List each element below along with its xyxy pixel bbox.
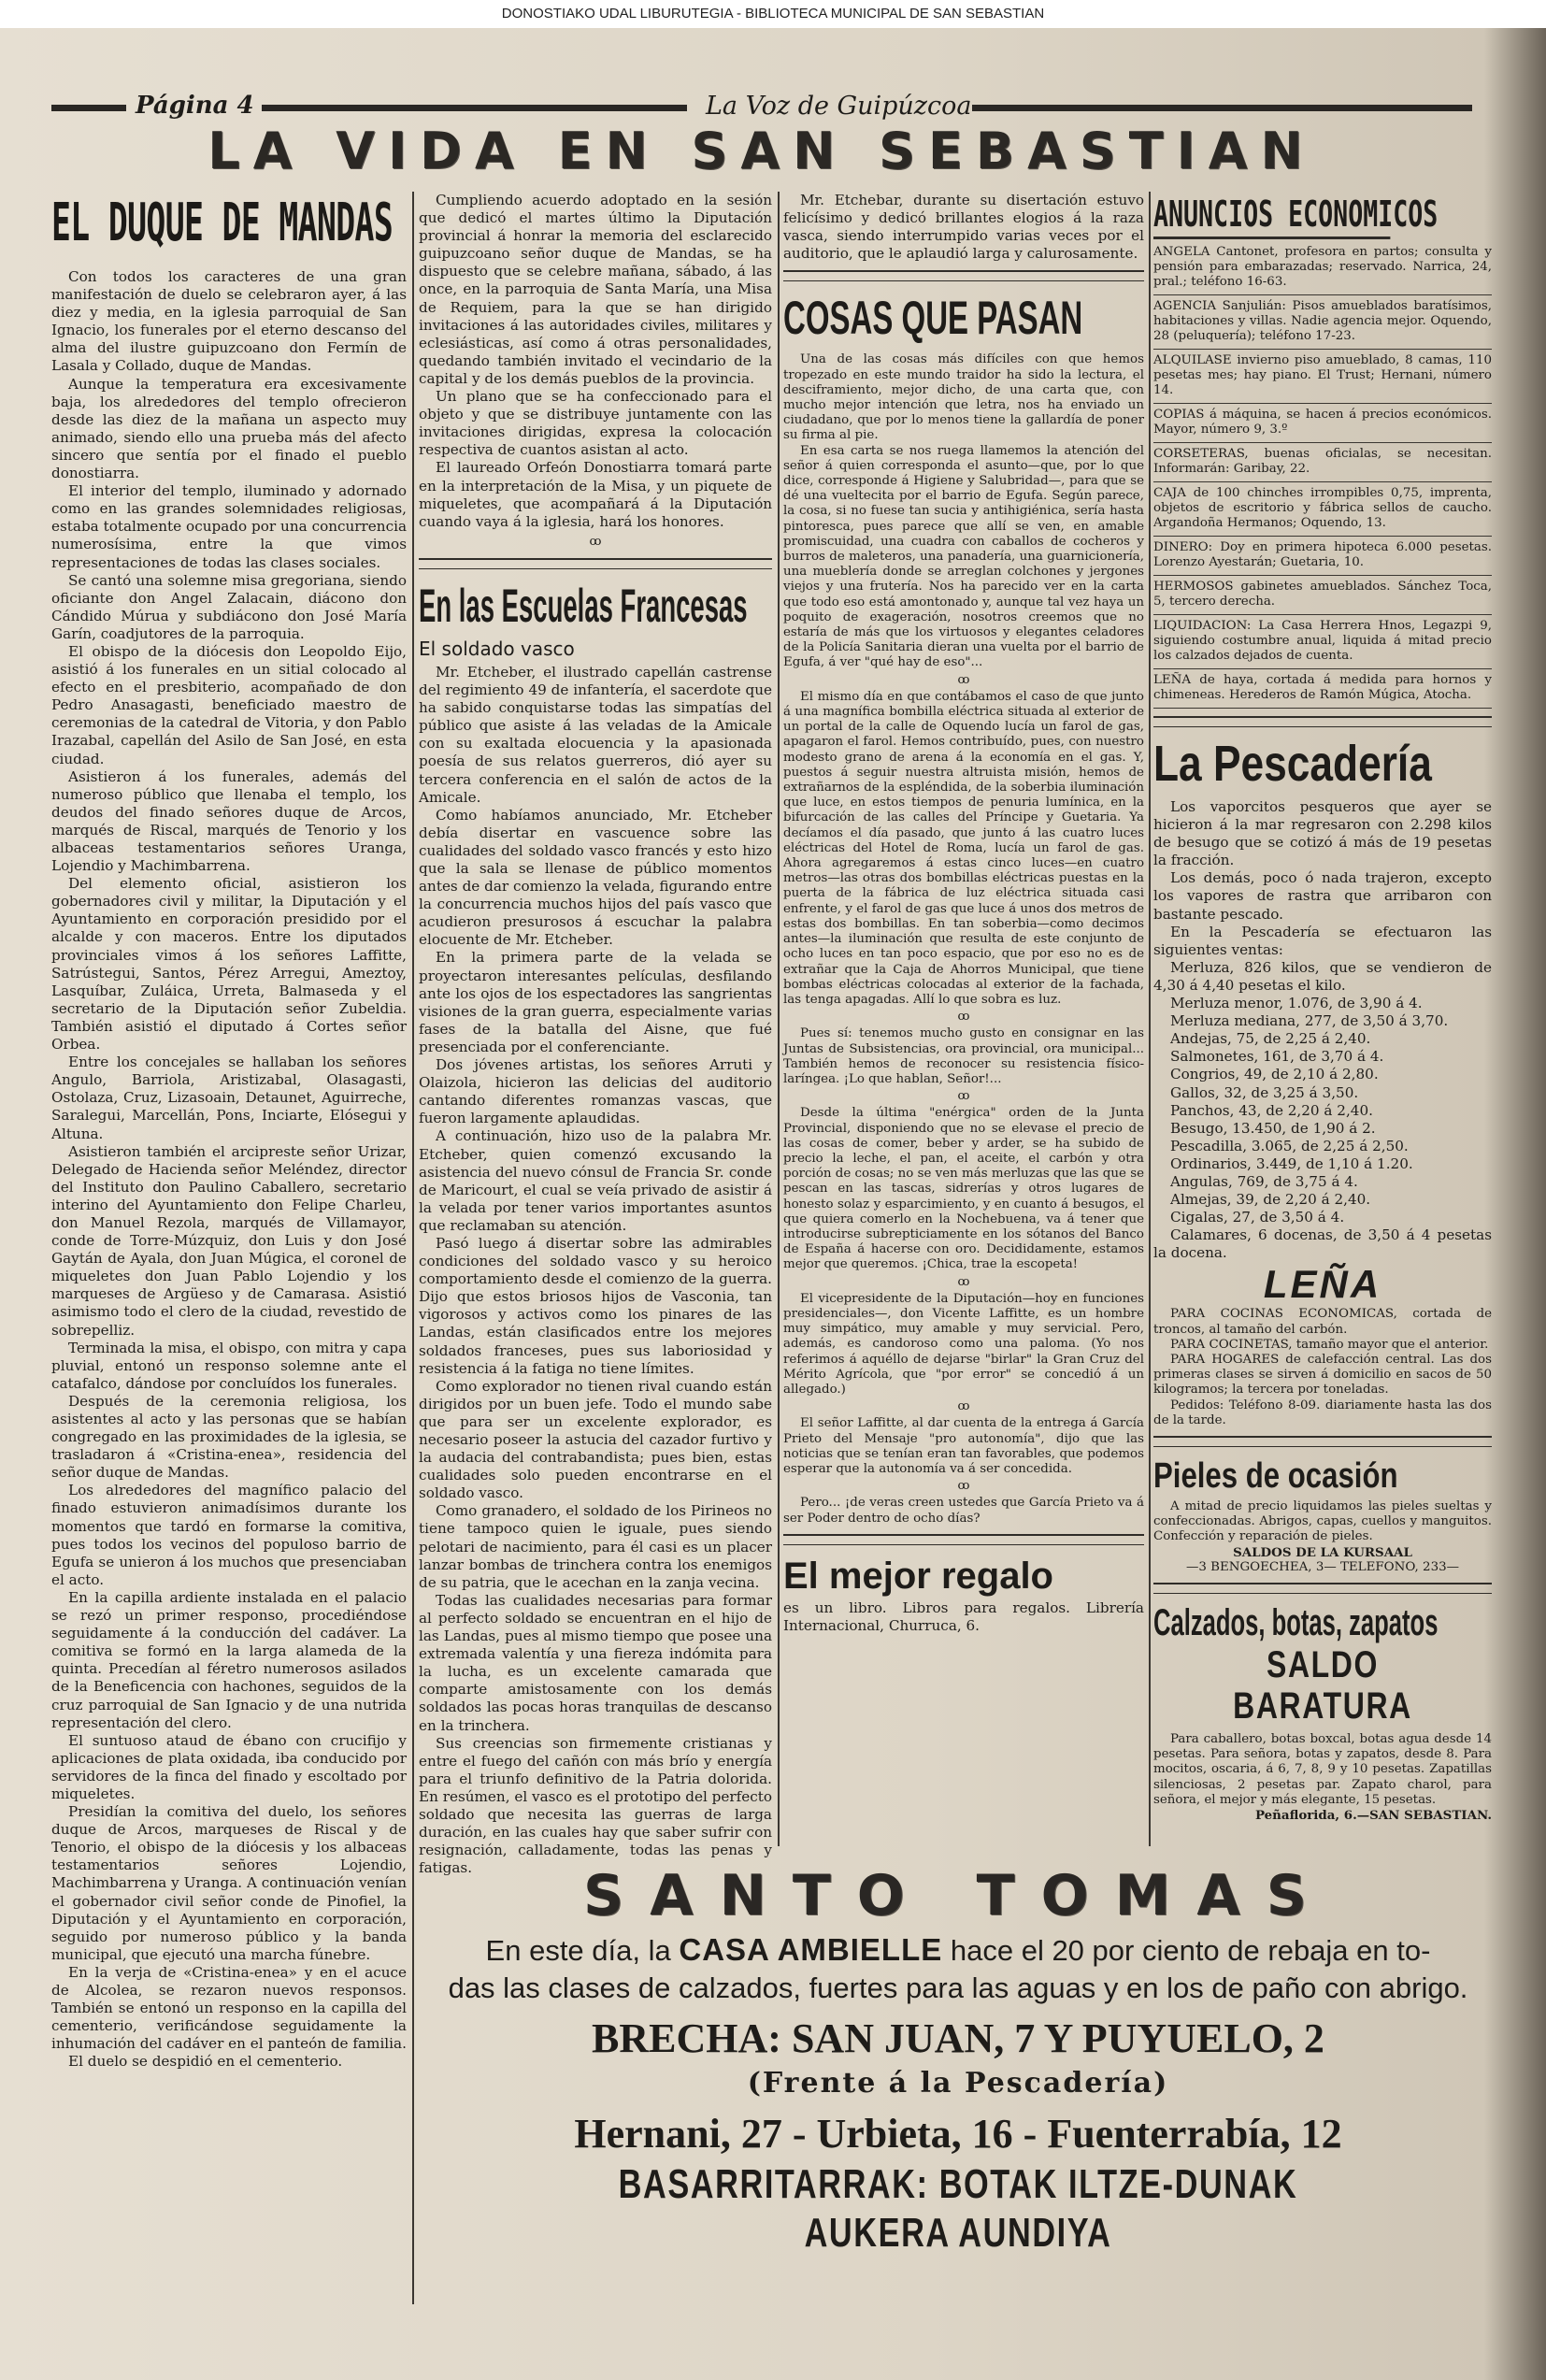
pieles-saldos: SALDOS DE LA KURSAAL [1233,1544,1412,1560]
lena-line: PARA COCINETAS, tamaño mayor que el anterior. [1170,1337,1489,1352]
fish-sale-item: Merluza, 826 kilos, que se vendieron de 4,30 á 4,40 pesetas el kilo. [1153,958,1492,994]
pescaderia-p2: Los demás, poco ó nada trajeron, excepto los vapores de rastra que arribaron con bastante pescado. [1153,869,1492,923]
running-head-rule-left [51,105,126,111]
paragraph: En la verja de «Cristina-enea» y en el acuce de Alcolea, se rezaron nuevos responsos. También se entonó un responso en la capilla del cementerio, verificándose seguidamente la inhumación del cadáver en el panteón de familia. [51,1963,407,2053]
mejor-regalo-title: El mejor regalo [783,1555,1053,1597]
brand-casa-ambielle: CASA AMBIELLE [679,1932,943,1967]
ornament-divider: ꝏ [957,1274,970,1289]
lena-ad-text [1153,1307,1492,1428]
santo-tomas-line1 [425,1931,1491,1970]
paragraph: El mismo día en que contábamos el caso de que junto á una magnífica bombilla eléctrica situada al exterior de un portal de la calle de Oquendo lucía un farol de gas, apagaron el farol. Hemos contribuído, pues, con nuestro modesto grano de arena á la economía en el gas. Y, puestos á seguir nuestra altruista misión, hemos de extrañarnos de la espléndida, de la soberbia iluminación que luce, en estos tiempos de penuria lumínica, en la bifurcación de las calles del Príncipe y Guetaria. Ya decíamos el día pasado, que junto á las cuatro luces eléctricas del Hotel de Roma, lucía un farol de gas. Ahora agregaremos á estas cinco luces—en cuatro metros—las otras dos bombillas eléctricas puestas en la puerta de la fábrica de luz eléctrica situada casi enfrente, y el farol de gas que luce á unos dos metros de estas dos bombillas. En tan soberbia—como decimos antes—la iluminación que resulta de este conjunto de ocho luces en tan poco espacio, que por eso no es de extrañar que la Caja de Ahorros Municipal, que tiene bombas eléctricas colocadas al exterior de la fachada, las tenga apagadas. Allí lo que sobra es luz. [783,689,1144,1007]
section-separator [419,558,772,569]
running-head [51,92,1472,123]
lena-line: PARA COCINAS ECONOMICAS, cortada de troncos, al tamaño del carbón. [1153,1307,1492,1337]
paragraph: Pero... ¡de veras creen ustedes que García Prieto va á ser Poder dentro de ocho días? [783,1496,1144,1526]
classified-ad: CAJA de 100 chinches irrompibles 0,75, imprenta, objetos de escritorio y fábrica sellos de caucho. Argandoña Hermanos; Oquendo, 13. [1153,482,1492,537]
classified-ad: LEÑA de haya, cortada á medida para hornos y chimeneas. Herederos de Ramón Múgica, Atocha. [1153,669,1492,709]
ornament-divider: ꝏ [957,1010,970,1025]
fish-sale-item: Cigalas, 27, de 3,50 á 4. [1170,1209,1345,1226]
paragraph: Como habíamos anunciado, Mr. Etcheber debía disertar en vascuence sobre las cualidades del soldado vasco francés y esto hizo que la sala se llenase de público momentos antes de dar comienzo la velada, figurando entre la concurrencia muchos hijos del país vasco que acudieron presurosos á escuchar la palabra elocuente de Mr. Etcheber. [419,806,772,949]
classified-ad: ANGELA Cantonet, profesora en partos; consulta y pensión para embarazadas; reservado. Narrica, 24, pral.; teléfono 16-63. [1153,241,1492,295]
saldo-baratura-title: SALDO BARATURA [1233,1644,1412,1728]
fish-sale-item: Merluza menor, 1.076, de 3,90 á 4. [1170,995,1423,1012]
section-separator [1153,716,1492,727]
section-separator [783,1534,1144,1545]
paragraph: Dos jóvenes artistas, los señores Arruti y Olaizola, hicieron las delicias del auditorio cantando diferentes romanzas vascas, que fueron largamente aplaudidas. [419,1056,772,1127]
paragraph: El laureado Orfeón Donostiarra tomará parte en la interpretación de la Misa, y un piquete de miqueletes, que acompañará á la Diputación cuando vaya á la iglesia, hará los honores. [419,459,772,530]
column-rule-3 [1149,192,1151,1846]
santo-tomas-title: SANTO TOMAS [583,1863,1333,1928]
address-brecha: BRECHA: SAN JUAN, 7 Y PUYUELO, 2 [592,2015,1324,2061]
column-duque-de-mandas [51,192,407,2309]
fish-sale-item: Panchos, 43, de 2,20 á 2,40. [1170,1101,1373,1119]
ornament-divider: ꝏ [589,534,602,549]
paragraph: En esa carta se nos ruega llamemos la atención del señor á quien corresponda el asunto—que, por lo que dice, corresponde á Higiene y Salubridad—, para que se dé una vueltecita por el barrio de Egufa. Según parece, la cosa, si no fuese tan sucia y antihigiénica, sería hasta pintoresca, pues parece que allí se ven, en amable promiscuidad, una cuadra con caballos de cocheros y burros de maleteros, una panadería, una guarnicionería, una mueblería donde se arreglan colchones y jergones viejos y una frutería. Nos ha parecido ver en la carta que todo eso está amontonado y, aunque tal vez haya un poquito de exageración, nosotros creemos que no estaría de más que los virtuosos y elegantes celadores de la Policía Sanitaria dieran una vuelta por el barrio de Egufa, á ver "qué hay de eso"... [783,443,1144,670]
classified-ad: DINERO: Doy en primera hipoteca 6.000 pesetas. Lorenzo Ayestarán; Guetaria, 10. [1153,537,1492,576]
paragraph: Desde la última "enérgica" orden de la Junta Provincial, disponiendo que no se elevase el precio de las cosas de comer, beber y arder, se ha subido de precio la leche, el pan, el aceite, el carbón y otra porción de cosas; no se ven más merluzas que las que se pescan en las tascas, sidrerías y otros lugares de honesto solaz y esparcimiento, y en cuanto á besugos, el que quiera comerlo en la Nochebuena, va á tener que introducirse subrepticiamente en los sótanos del Banco de España á hacerse con oro. Decididamente, estamos mejor que queremos. ¡Chica, trae la escopeta! [783,1106,1144,1272]
pieles-title: Pieles de ocasión [1153,1456,1398,1497]
fish-sale-item: Almejas, 39, de 2,20 á 2,40. [1170,1191,1371,1209]
column-rule-1-lower [412,1846,414,2304]
fish-sale-item: Salmonetes, 161, de 3,70 á 4. [1170,1048,1384,1066]
paragraph: En la primera parte de la velada se proyectaron interesantes películas, desfilando ante los ojos de los espectadores las sangrientas visiones de la gran guerra, especialmente varias fases de la batalla del Aisne, que fué presenciada por el conferenciante. [419,949,772,1055]
fish-sale-item: Pescadilla, 3.065, de 2,25 á 2,50. [1170,1137,1409,1154]
paragraph: Asistieron á los funerales, además del numeroso público que llenaba el templo, los deudos del finado señores duque de Arcos, marqués de Riscal, marqués de Tenorio y los albaceas testamentarios señores Uranga, Lojendio y Machimbarrena. [51,767,407,875]
paragraph: Todas las cualidades necesarias para formar al perfecto soldado se encuentran en el hijo de las Landas, pues al mismo tiempo que posee una extremada valentía y una fiereza indómita para la lucha, es un excelente camarada que comparte amistosamente con los demás soldados las pocas horas tranquilas de descanso en la trinchera. [419,1591,772,1734]
paragraph: Asistieron también el arcipreste señor Urizar, Delegado de Hacienda señor Meléndez, director del Instituto don Paulino Caballero, secretario interino del Ayuntamiento don Felipe Charleu, don Manuel Rezola, marqués de Villamayor, conde de Torre-Múzquiz, don Luis y don José Gaytán de Ayala, don Juan Múgica, el coronel de miqueletes don Juan Pablo Lojendio y los marqueses de Argüeso y de Camarasa. Asistió asimismo todo el clero de la ciudad, revestido de sobrepelliz. [51,1142,407,1339]
ornament-divider: ꝏ [957,1399,970,1414]
column-rule-1 [412,192,414,1846]
ornament-divider: ꝏ [957,1089,970,1104]
paragraph: A continuación, hizo uso de la palabra Mr. Etcheber, quien comenzó excusando la asistencia del nuevo cónsul de Francia Sr. conde de Maricourt, el cual se veía privado de asistir á la velada por tener varios importantes asuntos que reclamaban su atención. [419,1127,772,1234]
paragraph: Terminada la misa, el obispo, con mitra y capa pluvial, entonó un responso solemne ante el catafalco, dándose por concluídos los funerales. [51,1339,407,1392]
paragraph: Mr. Etcheber, el ilustrado capellán castrense del regimiento 49 de infantería, el sacerdote que ha sabido conquistarse todas las simpatías del público que asiste á las veladas de la Amicale con su exaltada elocuencia y la apasionada poesía de sus relatos guerreros, dió ayer su tercera conferencia en el salón de actos de la Amicale. [419,663,772,806]
article-body-duque [51,268,407,2071]
calzados-address: Peñaflorida, 6.—SAN SEBASTIAN. [1254,1808,1492,1824]
paragraph: El señor Laffitte, al dar cuenta de la entrega á García Prieto del Mensaje "pro autonomía", dijo que las noticias que se tenían eran tan favorables, que podemos esperar que la autonomía va á ser concedida. [783,1416,1144,1476]
section-separator [783,270,1144,281]
classified-ad: LIQUIDACION: La Casa Herrera Hnos, Legazpi 9, siguiendo costumbre anual, liquida á mitad precio los calzados dejados de cuenta. [1153,615,1492,669]
paragraph: Como granadero, el soldado de los Pirineos no tiene tampoco quien le iguale, pues siendo pelotari de nacimiento, para él casi es un placer lanzar bombas de trinchera contra los enemigos de su patria, que le acechan en la zanja vecina. [419,1502,772,1591]
line1-pre: En este día, la [485,1934,680,1967]
calzados-text: Para caballero, botas boxcal, botas agua desde 14 pesetas. Para señora, botas y zapatos, desde 8. Para mocitos, oscaria, á 6, 7, 8, 9 y 10 pesetas. Zapatillas silenciosas, 2 pesetas par. Zapato charol, para señora, el mejor y más elegante, 15 pesetas. [1153,1732,1492,1807]
column-cosas-que-pasan [783,192,1144,1846]
paragraph: Del elemento oficial, asistieron los gobernadores civil y militar, la Diputación y el Ayuntamiento en corporación presidido por el alcalde y con maceros. Entre los diputados provinciales vimos á los señores Laffitte, Satrústegui, Santos, Pérez Arregui, Ameztoy, Lasquíbar, Zuláica, Urreta, Balmaseda y el secretario de la Diputación señor Zubeldia. También asistió el diputado á Cortes señor Orbea. [51,875,407,1054]
ornament-divider: ꝏ [957,672,970,687]
paragraph: Cumpliendo acuerdo adoptado en la sesión que dedicó el martes último la Diputación provincial á honrar la memoria del esclarecido guipuzcoano señor duque de Mandas, se ha dispuesto que se celebre mañana, sábado, á las once, en la parroquia de Santa María, una Misa de Requiem, para la que se han dirigido invitaciones á las autoridades civiles, militares y eclesiásticas, así como á otras personalidades, quedando también invitado el vecindario de la capital y de los demás pueblos de la provincia. [419,192,772,387]
paragraph: Entre los concejales se hallaban los señores Angulo, Barriola, Aristizabal, Olasagasti, Ostolaza, Cruz, Lizasoain, Detaunet, Aguirreche, Saralegui, Marcellán, Pons, Inciarte, Elósegui y Altuna. [51,1054,407,1142]
paragraph: Una de las cosas más difíciles con que hemos tropezado en este mundo traidor ha sido la lectura, el desciframiento, mejor dicho, de una carta que, con mucho mejor intención que letra, nos ha enviado un ciudadano, que por lo menos tiene la gallardía de poner su firma al pie. [783,352,1144,443]
paragraph: Con todos los caracteres de una gran manifestación de duelo se celebraron ayer, á las diez y media, en la iglesia parroquial de San Ignacio, los funerales por el eterno descanso del alma del ilustre guipuzcoano don Fermín de Lasala y Collado, duque de Mandas. [51,268,407,375]
address-frente: (Frente á la Pescadería) [747,2067,1169,2100]
article-body-soldado-vasco [419,664,772,1877]
ornament-divider: ꝏ [957,1479,970,1494]
anuncios-economicos-title: ANUNCIOS ECONOMICOS [1153,192,1390,239]
library-source-bar: DONOSTIAKO UDAL LIBURUTEGIA - BIBLIOTECA MUNICIPAL DE SAN SEBASTIAN [0,0,1546,28]
paragraph: Los alrededores del magnífico palacio del finado estuvieron animadísimos durante los momentos que tardó en formarse la comitiva, pues todos los vecinos del populoso barrio de Egufa se unieron á los muchos que presenciaban el acto. [51,1482,407,1588]
pescaderia-title: La Pescadería [1153,736,1432,792]
lena-line: PARA HOGARES de calefacción central. Las dos primeras clases se sirven á domicilio en sacos de 50 kilogramos; la tercera por toneladas. [1153,1353,1492,1398]
fish-sale-item: Ordinarios, 3.449, de 1,10 á 1.20. [1170,1154,1413,1172]
running-head-rule-mid [262,105,687,111]
column-escuelas-francesas [419,192,772,1877]
column-anuncios [1153,192,1492,1846]
classified-ad: AGENCIA Sanjulián: Pisos amueblados baratísimos, habitaciones y villas. Nadie agencia mejor. Oquendo, 28 (peluquería); teléfono 17-23. [1153,295,1492,350]
paragraph: Pasó luego á disertar sobre las admirables condiciones del soldado vasco y su heroico comportamiento desde el comienzo de la guerra. Dijo que estos briosos hijos de Vasconia, tan vigorosos y activos como los pinares de las Landas, están clasificados entre los mejores soldados franceses, pues sus laboriosidad y resistencia á la fatiga no tiene límites. [419,1234,772,1377]
lena-line: Pedidos: Teléfono 8-09. diariamente hasta las dos de la tarde. [1153,1398,1492,1427]
fish-sale-item: Congrios, 49, de 2,10 á 2,80. [1170,1066,1379,1083]
section-separator [1153,1436,1492,1447]
page-number: Página 4 [136,92,254,120]
classified-ads-list [1153,241,1492,709]
pieles-address: —3 BENGOECHEA, 3— TELEFONO, 233— [1185,1559,1459,1574]
mejor-regalo-text: es un libro. Libros para regalos. Librería Internacional, Churruca, 6. [783,1599,1144,1634]
headline-duque-de-mandas: EL DUQUE DE MANDAS [51,193,394,253]
classified-ad: COPIAS á máquina, se hacen á precios económicos. Mayor, número 9, 3.º [1153,404,1492,443]
santo-tomas-line2: das las clases de calzados, fuertes para las aguas y en los de paño con abrigo. [448,1971,1468,2004]
paragraph: El duelo se despidió en el cementerio. [68,2053,343,2071]
paragraph: El interior del templo, iluminado y adornado como en las grandes solemnidades religiosas, estaba totalmente ocupado por una concurrencia numerosísima, entre la que vimos representaciones de todas las clases sociales. [51,482,407,571]
paragraph: Sus creencias son firmemente cristianas y entre el fuego del cañón con más brío y energía para el triunfo definitivo de la Patria dolorida. En resúmen, el vasco es el prototipo del perfecto soldado que necesita las guerras de larga duración, en las cuales hay que saber sufrir con resignación, calladamente, todas las penas y fatigas. [419,1734,772,1877]
paragraph: En la capilla ardiente instalada en el palacio se rezó un primer responso, procediéndose seguidamente á la conducción del cadáver. La comitiva se formó en la larga alameda de la quinta. Precedían al féretro numerosos asilados de la Beneficencia con hachones, seguidos de la cruz parroquial de San Ignacio y de una nutrida representación del clero. [51,1588,407,1731]
column-rule-2 [778,192,780,1846]
paragraph: Se cantó una solemne misa gregoriana, siendo oficiante don Angel Zalacain, diácono don Cándido Múrua y subdiácono don José María Garín, coadjutores de la parroquia. [51,571,407,642]
paragraph: El obispo de la diócesis don Leopoldo Eijo, asistió á los funerales en un sitial colocado al efecto en el presbiterio, acompañado de don Pedro Anasagasti, beneficiado maestro de ceremonias de la catedral de Vitoria, y don Pablo Irazabal, capellán del Asilo de San José, en esta ciudad. [51,642,407,767]
paragraph: Un plano que se ha confeccionado para el objeto y que se distribuye juntamente con las invitaciones dirigidas, expresa la colocación respectiva de cuantos asistan al acto. [419,388,772,459]
paragraph: Aunque la temperatura era excesivamente baja, los alrededores del templo ofrecieron desde las diez de la mañana un aspecto muy animado, siendo ello una prueba más del afecto sincero que sentía por el finado el pueblo donostiarra. [51,375,407,482]
classified-ad: HERMOSOS gabinetes amueblados. Sánchez Toca, 5, tercero derecha. [1153,576,1492,615]
article-body-misa-requiem [419,192,772,531]
section-banner: LA VIDA EN SAN SEBASTIAN [208,122,1316,180]
fish-sale-item: Besugo, 13.450, de 1,90 á 2. [1170,1119,1376,1137]
calzados-title: Calzados, botas, zapatos [1153,1602,1439,1644]
pieles-text: A mitad de precio liquidamos las pieles sueltas y confeccionadas. Abrigos, capas, cuellos y manguitos. Confección y reparación de pieles. [1153,1499,1492,1544]
paragraph: Como explorador no tienen rival cuando están dirigidos por un buen jefe. Todo el mundo sabe que para ser un excelente explorador, es necesario poseer la astucia del cazador furtivo y la audacia del contrabandista; pues bien, estas cualidades solo pueden encontrarse en el soldado vasco. [419,1377,772,1502]
headline-escuelas-francesas: En las Escuelas Francesas [419,579,748,632]
article-tail-etchebar: Mr. Etchebar, durante su disertación estuvo felicísimo y dedicó brillantes elogios á la raza vasca, siendo interrumpido varias veces por el auditorio, que le aplaudió larga y calurosamente. [783,192,1144,263]
headline-cosas-que-pasan: COSAS QUE PASAN [783,292,1083,345]
fish-sale-item: Gallos, 32, de 3,25 á 3,50. [1170,1083,1359,1101]
lena-title: LEÑA [1263,1262,1382,1307]
address-hernani: Hernani, 27 - Urbieta, 16 - Fuenterrabía, 12 [574,2111,1342,2157]
fish-sales-list [1153,959,1492,1263]
basarritarrak-line: BASARRITARRAK: BOTAK ILTZE-DUNAK AUKERA AUNDIYA [618,2161,1298,2256]
santo-tomas-ad [425,1860,1491,2346]
subhead-soldado-vasco: El soldado vasco [419,637,575,660]
fish-sale-item: Calamares, 6 docenas, de 3,50 á 4 pesetas la docena. [1153,1226,1492,1262]
pescaderia-intro: Los vaporcitos pesqueros que ayer se hicieron á la mar regresaron con 2.298 kilos de besugo que se cotizó á más de 19 pesetas la fracción. [1153,798,1492,869]
paragraph: El suntuoso ataud de ébano con crucifijo y aplicaciones de plata oxidada, iba conducido por servidores de la finca del finado y escoltado por miqueletes. [51,1731,407,1802]
line1-post: hace el 20 por ciento de rebaja en to- [942,1934,1431,1967]
paragraph: El vicepresidente de la Diputación—hoy en funciones presidenciales—, don Vicente Laffitte, es un hombre muy simpático, muy amable y muy servicial. Pero, además, es candoroso como una paloma. (Yo nos referimos á aquéllo de dejarse "birlar" la Gran Cruz del Mérito Agrícola, que "por error" se concedió á un allegado.) [783,1291,1144,1397]
running-head-rule-right [972,105,1472,111]
classified-ad: ALQUILASE invierno piso amueblado, 8 camas, 110 pesetas mes; hay piano. El Trust; Hernani, número 14. [1153,350,1492,404]
fish-sale-item: Merluza mediana, 277, de 3,50 á 3,70. [1170,1012,1449,1030]
article-body-cosas [783,352,1144,1526]
masthead: La Voz de Guipúzcoa [706,92,972,121]
fish-sale-item: Andejas, 75, de 2,25 á 2,40. [1170,1030,1371,1048]
paragraph: Pues sí: tenemos mucho gusto en consignar en las Juntas de Subsistencias, ora provincial, ora municipal... También hemos de reconocer su resistencia físico-laríngea. ¡Lo que hablan, Señor!... [783,1026,1144,1086]
paragraph: Presidían la comitiva del duelo, los señores duque de Arcos, marqueses de Riscal y de Tenorio, el obispo de la diócesis y los albaceas testamentarios señores Lojendio, Machimbarrena y Uranga. A continuación venían el gobernador civil señor conde de Pinofiel, la Diputación y el Ayuntamiento en corporación, seguido por numeroso público y la banda municipal, que ejecutó una marcha fúnebre. [51,1803,407,1963]
pescaderia-p3: En la Pescadería se efectuaron las siguientes ventas: [1153,923,1492,958]
classified-ad: CORSETERAS, buenas oficialas, se necesitan. Informarán: Garibay, 22. [1153,443,1492,482]
fish-sale-item: Angulas, 769, de 3,75 á 4. [1170,1172,1358,1190]
paragraph: Después de la ceremonia religiosa, los asistentes al acto y las personas que se habían congregado en las proximidades de la iglesia, se trasladaron á «Cristina-enea», residencia del señor duque de Mandas. [51,1392,407,1482]
section-separator [1153,1583,1492,1594]
